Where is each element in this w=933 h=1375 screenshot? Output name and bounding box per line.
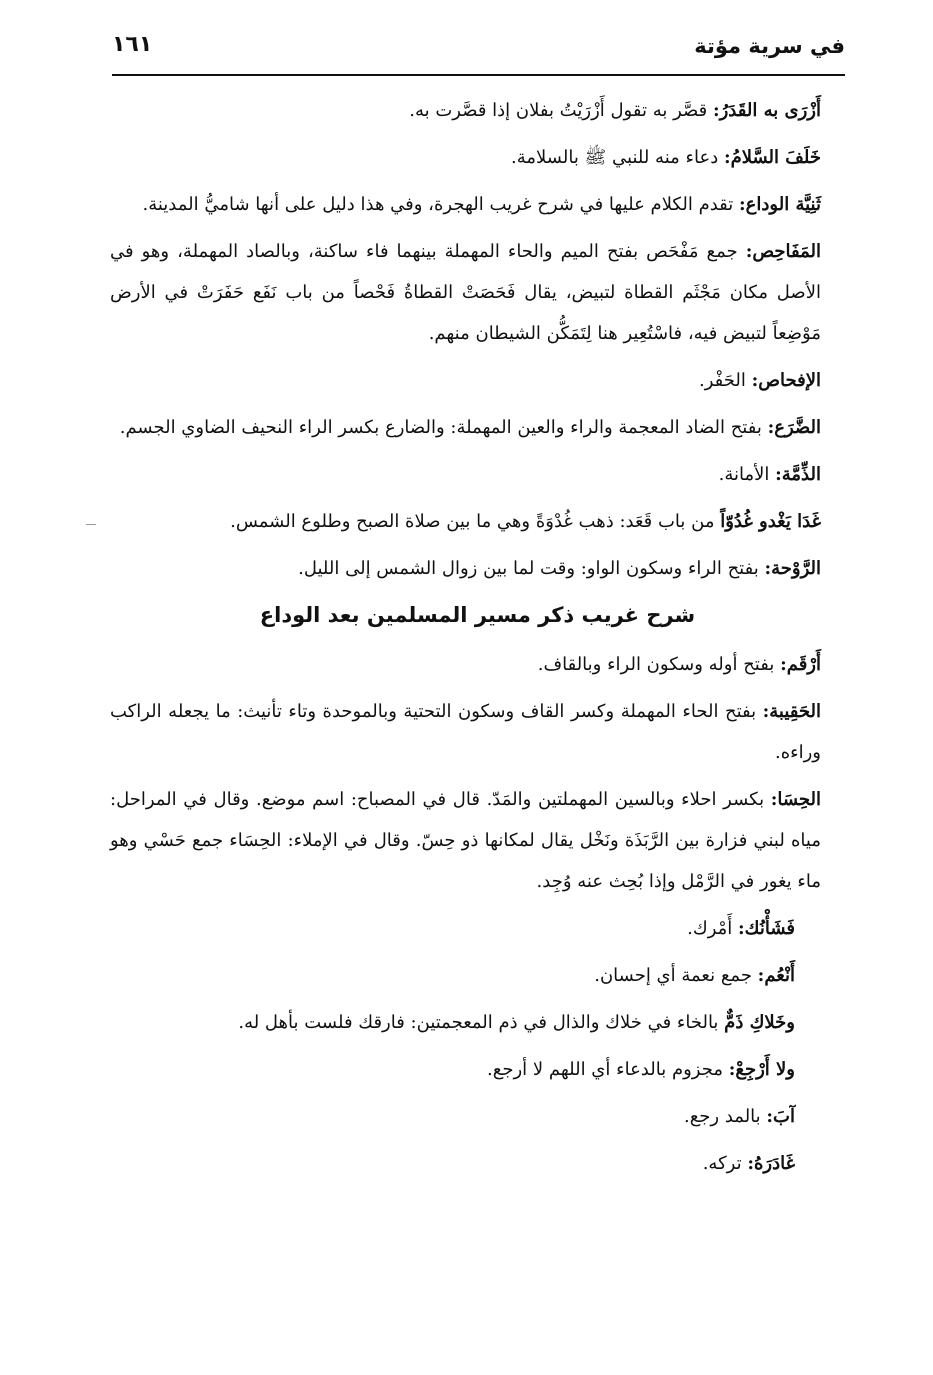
page-body [110, 90, 845, 1190]
glossary-definition: تقدم الكلام عليها في شرح غريب الهجرة، وفي هذا دليل على أنها شاميُّ المدينة. [142, 194, 740, 215]
glossary-entry [110, 90, 845, 131]
glossary-entry [110, 360, 845, 401]
glossary-entry [110, 644, 845, 685]
glossary-entry [110, 1143, 845, 1184]
page-header [112, 28, 845, 76]
glossary-term: أَزْرَى به القَدَرُ: [712, 100, 821, 121]
glossary-definition: الحَفْر. [699, 370, 752, 391]
glossary-entry [110, 1049, 845, 1090]
glossary-definition: جمع مَفْحَص بفتح الميم والحاء المهملة بينهما فاء ساكنة، وبالصاد المهملة، وهو في الأصل مكان مَجْثَم القطاة لتبيض، يقال فَحَصَتْ القطاةُ فَحْصاً من باب نَفَع حَفَرَتْ في الأرض مَوْضِعاً لتبيض فيه، فاسْتُعِير هنا لِتَمَكُّن الشيطان منهم. [110, 241, 821, 344]
glossary-definition: أَمْرك. [687, 918, 739, 939]
glossary-entry [110, 955, 845, 996]
margin-mark [86, 524, 96, 525]
glossary-definition: تركه. [702, 1153, 748, 1174]
glossary-definition: بالمد رجع. [684, 1106, 767, 1127]
glossary-group-b [110, 644, 845, 1184]
glossary-group-a [110, 90, 845, 589]
page-number: ١٦١ [112, 32, 153, 57]
glossary-definition: قصَّر به تقول أَزْرَيْتُ بفلان إذا قصَّرت به. [409, 100, 713, 121]
running-title: في سرية مؤتة [694, 34, 845, 58]
glossary-definition: جمع نعمة أي إحسان. [594, 965, 758, 986]
glossary-definition: بكسر احلاء وبالسين المهملتين والمَدّ. قال في المصباح: اسم موضع. وقال في المراحل: مياه لبني فزارة بين الرَّبَذَة ونَخْل يقال لمكانها ذو حِسّ. وقال في الإملاء: الحِسَاء جمع حَسْي وهو ماء يغور في الرَّمْل وإذا بُحِث عنه وُجِد. [110, 789, 821, 892]
glossary-term: الذِّمَّة: [775, 464, 821, 485]
glossary-term: آبَ: [766, 1106, 795, 1127]
glossary-entry [110, 779, 845, 902]
glossary-definition: بفتح الحاء المهملة وكسر القاف وسكون التحتية وبالموحدة وتاء تأنيث: ما يجعله الراكب وراءه. [110, 701, 821, 763]
glossary-term: ولا أَرْجِعْ: [728, 1059, 795, 1080]
glossary-term: غَادَرَهُ: [747, 1153, 795, 1174]
glossary-term: خَلَفَ السَّلامُ: [723, 147, 821, 168]
glossary-term: وخَلاكِ ذَمٌّ [724, 1012, 795, 1033]
glossary-entry [110, 501, 845, 542]
glossary-term: الرَّوْحة: [764, 558, 821, 579]
glossary-entry [110, 184, 845, 225]
glossary-entry [110, 691, 845, 773]
glossary-definition: دعاء منه للنبي ﷺ بالسلامة. [511, 147, 724, 168]
glossary-term: المَفَاحِص: [745, 241, 821, 262]
glossary-term: غَدَا يَغْدو غُدُوّاً [720, 511, 821, 532]
glossary-term: فَشَأْنُك: [738, 918, 795, 939]
glossary-entry [110, 231, 845, 354]
section-heading: شرح غريب ذكر مسير المسلمين بعد الوداع [259, 603, 696, 627]
glossary-definition: بالخاء في خلاك والذال في ذم المعجمتين: فارقك فلست بأهل له. [238, 1012, 725, 1033]
glossary-definition: الأمانة. [718, 464, 776, 485]
glossary-term: أَرْقَم: [780, 654, 821, 675]
glossary-entry [110, 137, 845, 178]
glossary-entry [110, 908, 845, 949]
glossary-definition: بفتح الراء وسكون الواو: وقت لما بين زوال الشمس إلى الليل. [298, 558, 765, 579]
glossary-definition: بفتح أوله وسكون الراء وبالقاف. [537, 654, 781, 675]
glossary-term: الإفحاص: [751, 370, 821, 391]
glossary-entry [110, 548, 845, 589]
glossary-term: أَنْعُم: [757, 965, 795, 986]
glossary-definition: مجزوم بالدعاء أي اللهم لا أرجع. [487, 1059, 729, 1080]
glossary-entry [110, 1096, 845, 1137]
glossary-term: الحِسَا: [770, 789, 821, 810]
glossary-definition: بفتح الضاد المعجمة والراء والعين المهملة: والضارع بكسر الراء النحيف الضاوي الجسم. [119, 417, 768, 438]
glossary-term: ثَنِيَّة الوداع: [739, 194, 821, 215]
glossary-term: الضَّرَع: [767, 417, 821, 438]
glossary-entry [110, 454, 845, 495]
glossary-entry [110, 407, 845, 448]
glossary-definition: من باب قَعَد: ذهب غُدْوَةً وهي ما بين صلاة الصبح وطلوع الشمس. [230, 511, 721, 532]
glossary-term: الحَقِيبة: [762, 701, 821, 722]
glossary-entry [110, 1002, 845, 1043]
